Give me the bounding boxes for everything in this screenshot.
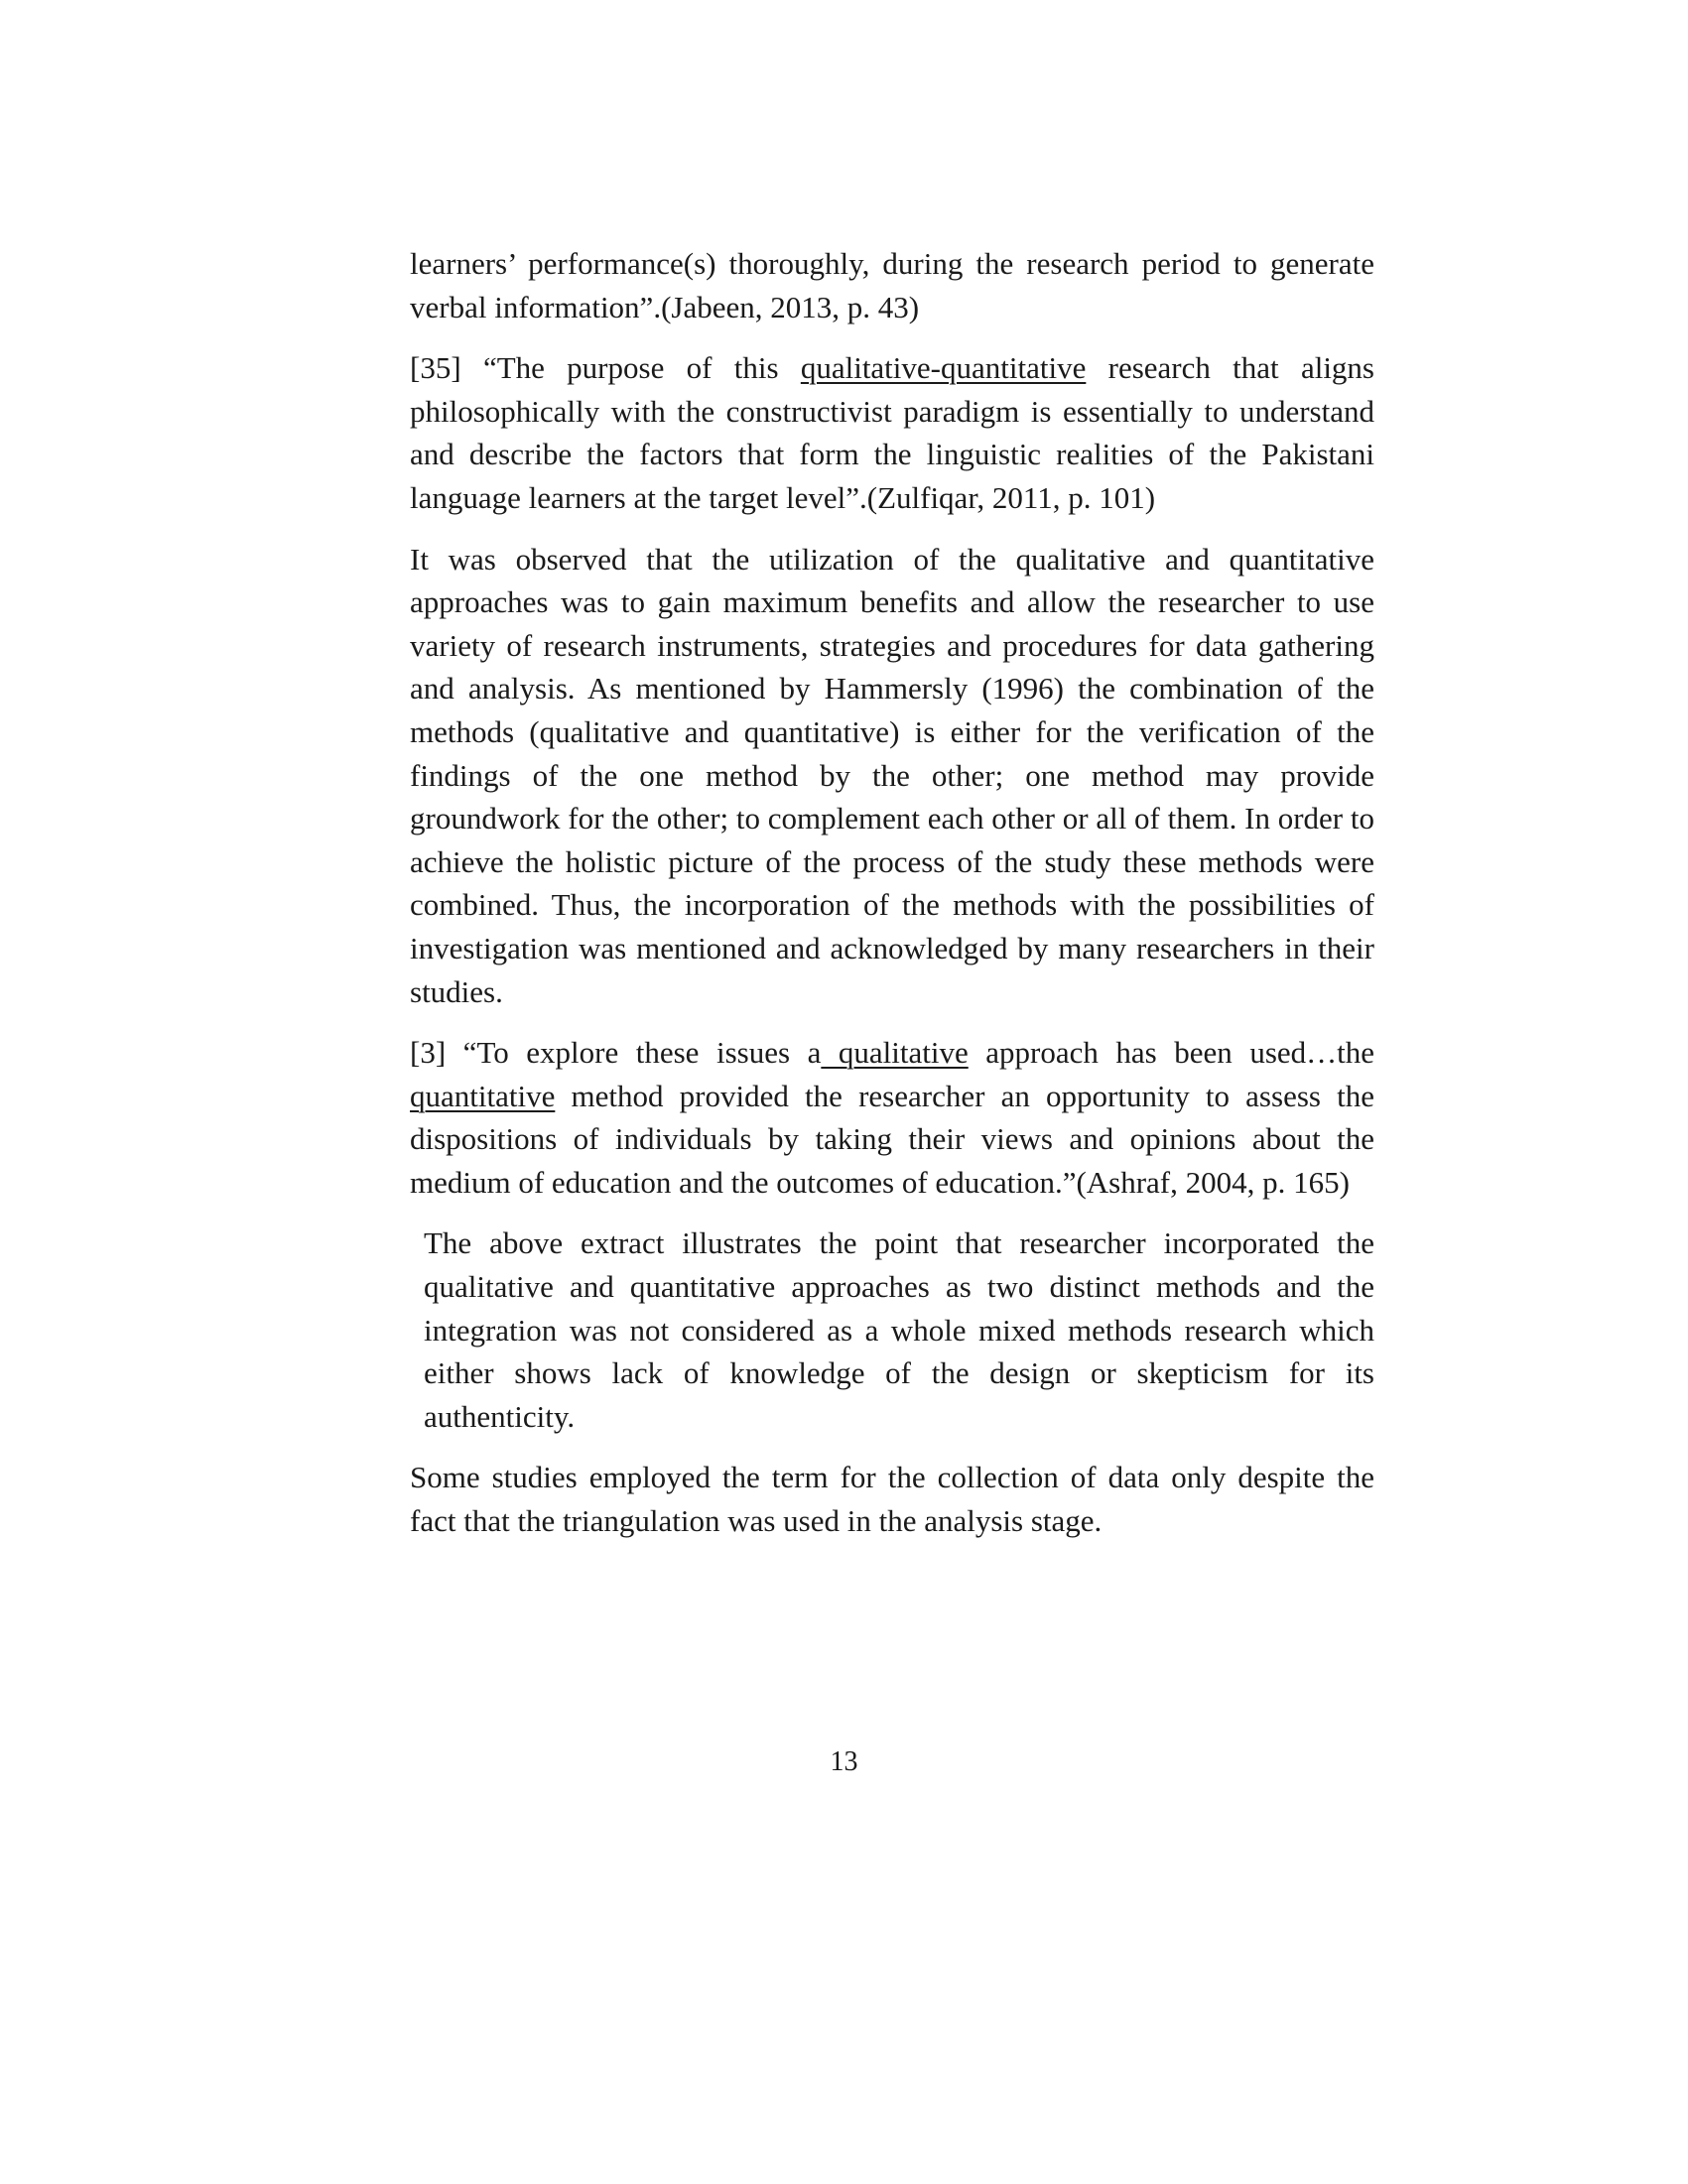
paragraph-ashraf-quote	[410, 1031, 1374, 1204]
underlined-term: quantitative	[410, 1078, 556, 1113]
text-segment: learners’ performance(s) thoroughly, during the research period to generate verbal information”.(Jabeen, 2013, p. 43)	[410, 246, 1374, 324]
paragraph-observation	[410, 538, 1374, 1014]
text-segment: research that aligns philosophically with the constructivist paradigm is essentially to understand and describe the factors that form the linguistic realities of the Pakistani language learners at the target level”.(Zulfiqar, 2011, p. 101)	[410, 350, 1374, 515]
paragraph-jabeen-quote-end	[410, 242, 1374, 328]
underlined-term: qualitative-quantitative	[800, 350, 1087, 386]
text-segment: [3] “To explore these issues a	[410, 1035, 822, 1071]
underlined-term: qualitative	[821, 1035, 969, 1071]
text-segment: Some studies employed the term for the collection of data only despite the fact that the triangulation was used in the analysis stage.	[410, 1460, 1374, 1539]
body-text	[410, 242, 1374, 1561]
text-segment: [35] “The purpose of this	[410, 350, 801, 386]
text-segment: approach has been used…the	[968, 1035, 1375, 1071]
paragraph-zulfiqar-quote	[410, 346, 1374, 519]
text-segment: method provided the researcher an opportunity to assess the dispositions of individuals by taking their views and opinions about the medium of education and the outcomes of education.”(Ashraf, 2004, p. 165)	[410, 1078, 1374, 1200]
text-segment: The above extract illustrates the point that researcher incorporated the qualitative and quantitative approaches as two distinct methods and the integration was not considered as a whole mixed methods research which either shows lack of knowledge of the design or skepticism for its authenticity.	[424, 1225, 1374, 1434]
text-segment: It was observed that the utilization of the qualitative and quantitative approaches was to gain maximum benefits and allow the researcher to use variety of research instruments, strategies and procedures for data gathering and analysis. As mentioned by Hammersly (1996) the combination of the methods (qualitative and quantitative) is either for the verification of the findings of the one method by the other; one method may provide groundwork for the other; to complement each other or all of them. In order to achieve the holistic picture of the process of the study these methods were combined. Thus, the incorporation of the methods with the possibilities of investigation was mentioned and acknowledged by many researchers in their studies.	[410, 541, 1374, 1009]
page-number: 13	[830, 1746, 858, 1777]
paragraph-triangulation	[410, 1456, 1374, 1542]
paragraph-extract-commentary	[424, 1221, 1374, 1438]
